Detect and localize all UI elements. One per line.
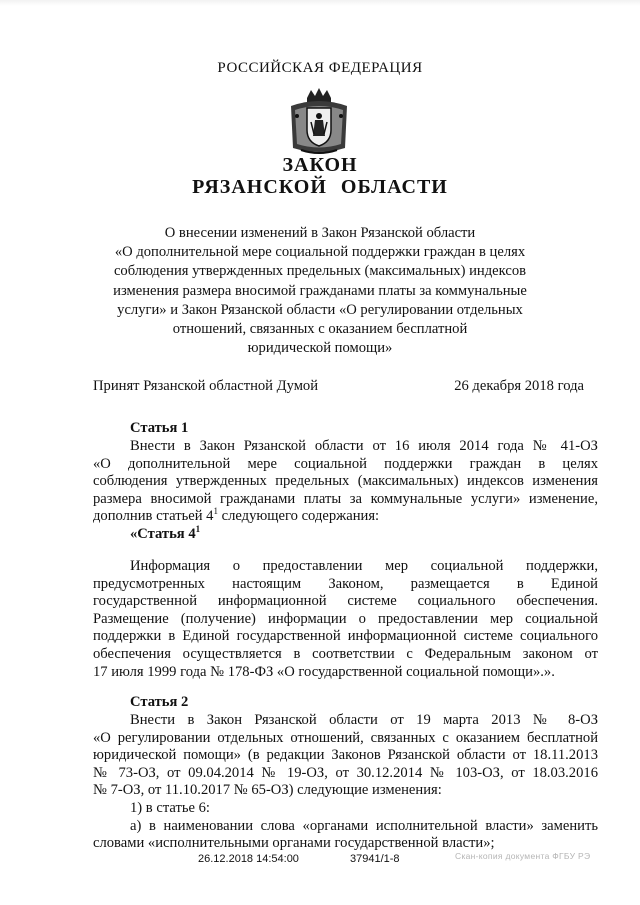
superscript: 1 xyxy=(195,524,201,535)
subject-line: соблюдения утвержденных предельных (максимальных) индексов xyxy=(113,263,527,280)
adopted-by: Принят Рязанской областной Думой xyxy=(93,378,319,394)
country-name: РОССИЙСКАЯ ФЕДЕРАЦИЯ xyxy=(217,60,423,76)
subject-line: услуги» и Закон Рязанской области «О регулировании отдельных xyxy=(117,301,523,318)
article-4-1-body xyxy=(93,558,598,681)
subject-line: юридической помощи» xyxy=(247,340,393,357)
article-1-body xyxy=(93,438,598,526)
article-2-heading: Статья 2 xyxy=(130,694,189,710)
paragraph-line: размера вносимой гражданами платы за коммунальные услуги» изменение, xyxy=(93,490,598,507)
law-region: РЯЗАНСКОЙ ОБЛАСТИ xyxy=(192,176,448,198)
paragraph-line: Внести в Закон Рязанской области от 16 июля 2014 года № 41-ОЗ xyxy=(130,438,598,454)
paragraph-line: соблюдения утвержденных предельных (максимальных) индексов изменения xyxy=(93,473,598,490)
paragraph-line: Внести в Закон Рязанской области от 19 марта 2013 № 8-ОЗ xyxy=(130,712,598,728)
superscript: 1 xyxy=(213,506,218,517)
paragraph-line xyxy=(93,508,598,526)
paragraph-text: следующего содержания: xyxy=(217,508,380,525)
subject-line: О внесении изменений в Закон Рязанской области xyxy=(164,225,476,241)
paragraph-line: поддержки в Единой государственной информационной системе социального xyxy=(93,628,598,645)
footer-timestamp: 26.12.2018 14:54:00 xyxy=(198,853,299,865)
paragraph-line: обеспечения осуществляется в соответствии с Федеральным законом от xyxy=(93,645,598,662)
article-1-heading: Статья 1 xyxy=(130,420,189,436)
subject-line: «О дополнительной мере социальной поддержки граждан в целях xyxy=(114,244,526,261)
subject-line: отношений, связанных с оказанием бесплатной xyxy=(172,321,468,338)
paragraph-line: предусмотренных настоящим Законом, размещается в Единой xyxy=(93,575,598,592)
paragraph-line: № 73-ОЗ, от 09.04.2014 № 19-ОЗ, от 30.12.2014 № 103-ОЗ, от 18.03.2016 xyxy=(93,764,598,781)
paragraph-line: Информация о предоставлении мер социальной поддержки, xyxy=(130,558,598,574)
ryazan-coat-of-arms-icon xyxy=(283,86,355,156)
law-subject xyxy=(105,224,535,358)
paragraph-line: словами «исполнительными органами государственной власти»; xyxy=(93,835,495,852)
adoption-date: 26 декабря 2018 года xyxy=(454,378,584,394)
paragraph-line: государственной информационной системе социального обеспечения. xyxy=(93,593,598,610)
paragraph-line: Размещение (получение) информации о предоставлении мер социальной xyxy=(93,610,598,627)
footer-doc-number: 37941/1-8 xyxy=(350,853,400,865)
paragraph-line: а) в наименовании слова «органами исполнительной власти» заменить xyxy=(130,817,598,834)
paragraph-line: «О дополнительной мере социальной поддержки граждан в целях xyxy=(93,455,598,472)
paragraph-text: дополнив статьей 4 xyxy=(93,508,214,525)
paragraph-line: юридической помощи» (в редакции Законов Рязанской области от 18.11.2013 xyxy=(93,747,598,764)
paragraph-line: № 7-ОЗ, от 11.10.2017 № 65-ОЗ) следующие изменения: xyxy=(93,782,442,799)
paragraph-line: «О регулировании отдельных отношений, связанных с оказанием бесплатной xyxy=(93,729,598,746)
article-4-1-heading xyxy=(130,526,200,543)
paragraph-line: 17 июля 1999 года № 178-ФЗ «О государственной социальной помощи».». xyxy=(93,663,555,680)
article-2-body xyxy=(93,712,598,853)
list-item: 1) в статье 6: xyxy=(130,799,210,816)
article-4-1-label: «Статья 4 xyxy=(130,526,196,542)
law-title: ЗАКОН xyxy=(282,154,358,176)
scan-edge xyxy=(0,0,640,6)
scan-watermark: Скан-копия документа ФГБУ РЭ xyxy=(455,851,591,861)
subject-line: изменения размера вносимой гражданами платы за коммунальные xyxy=(113,282,527,299)
